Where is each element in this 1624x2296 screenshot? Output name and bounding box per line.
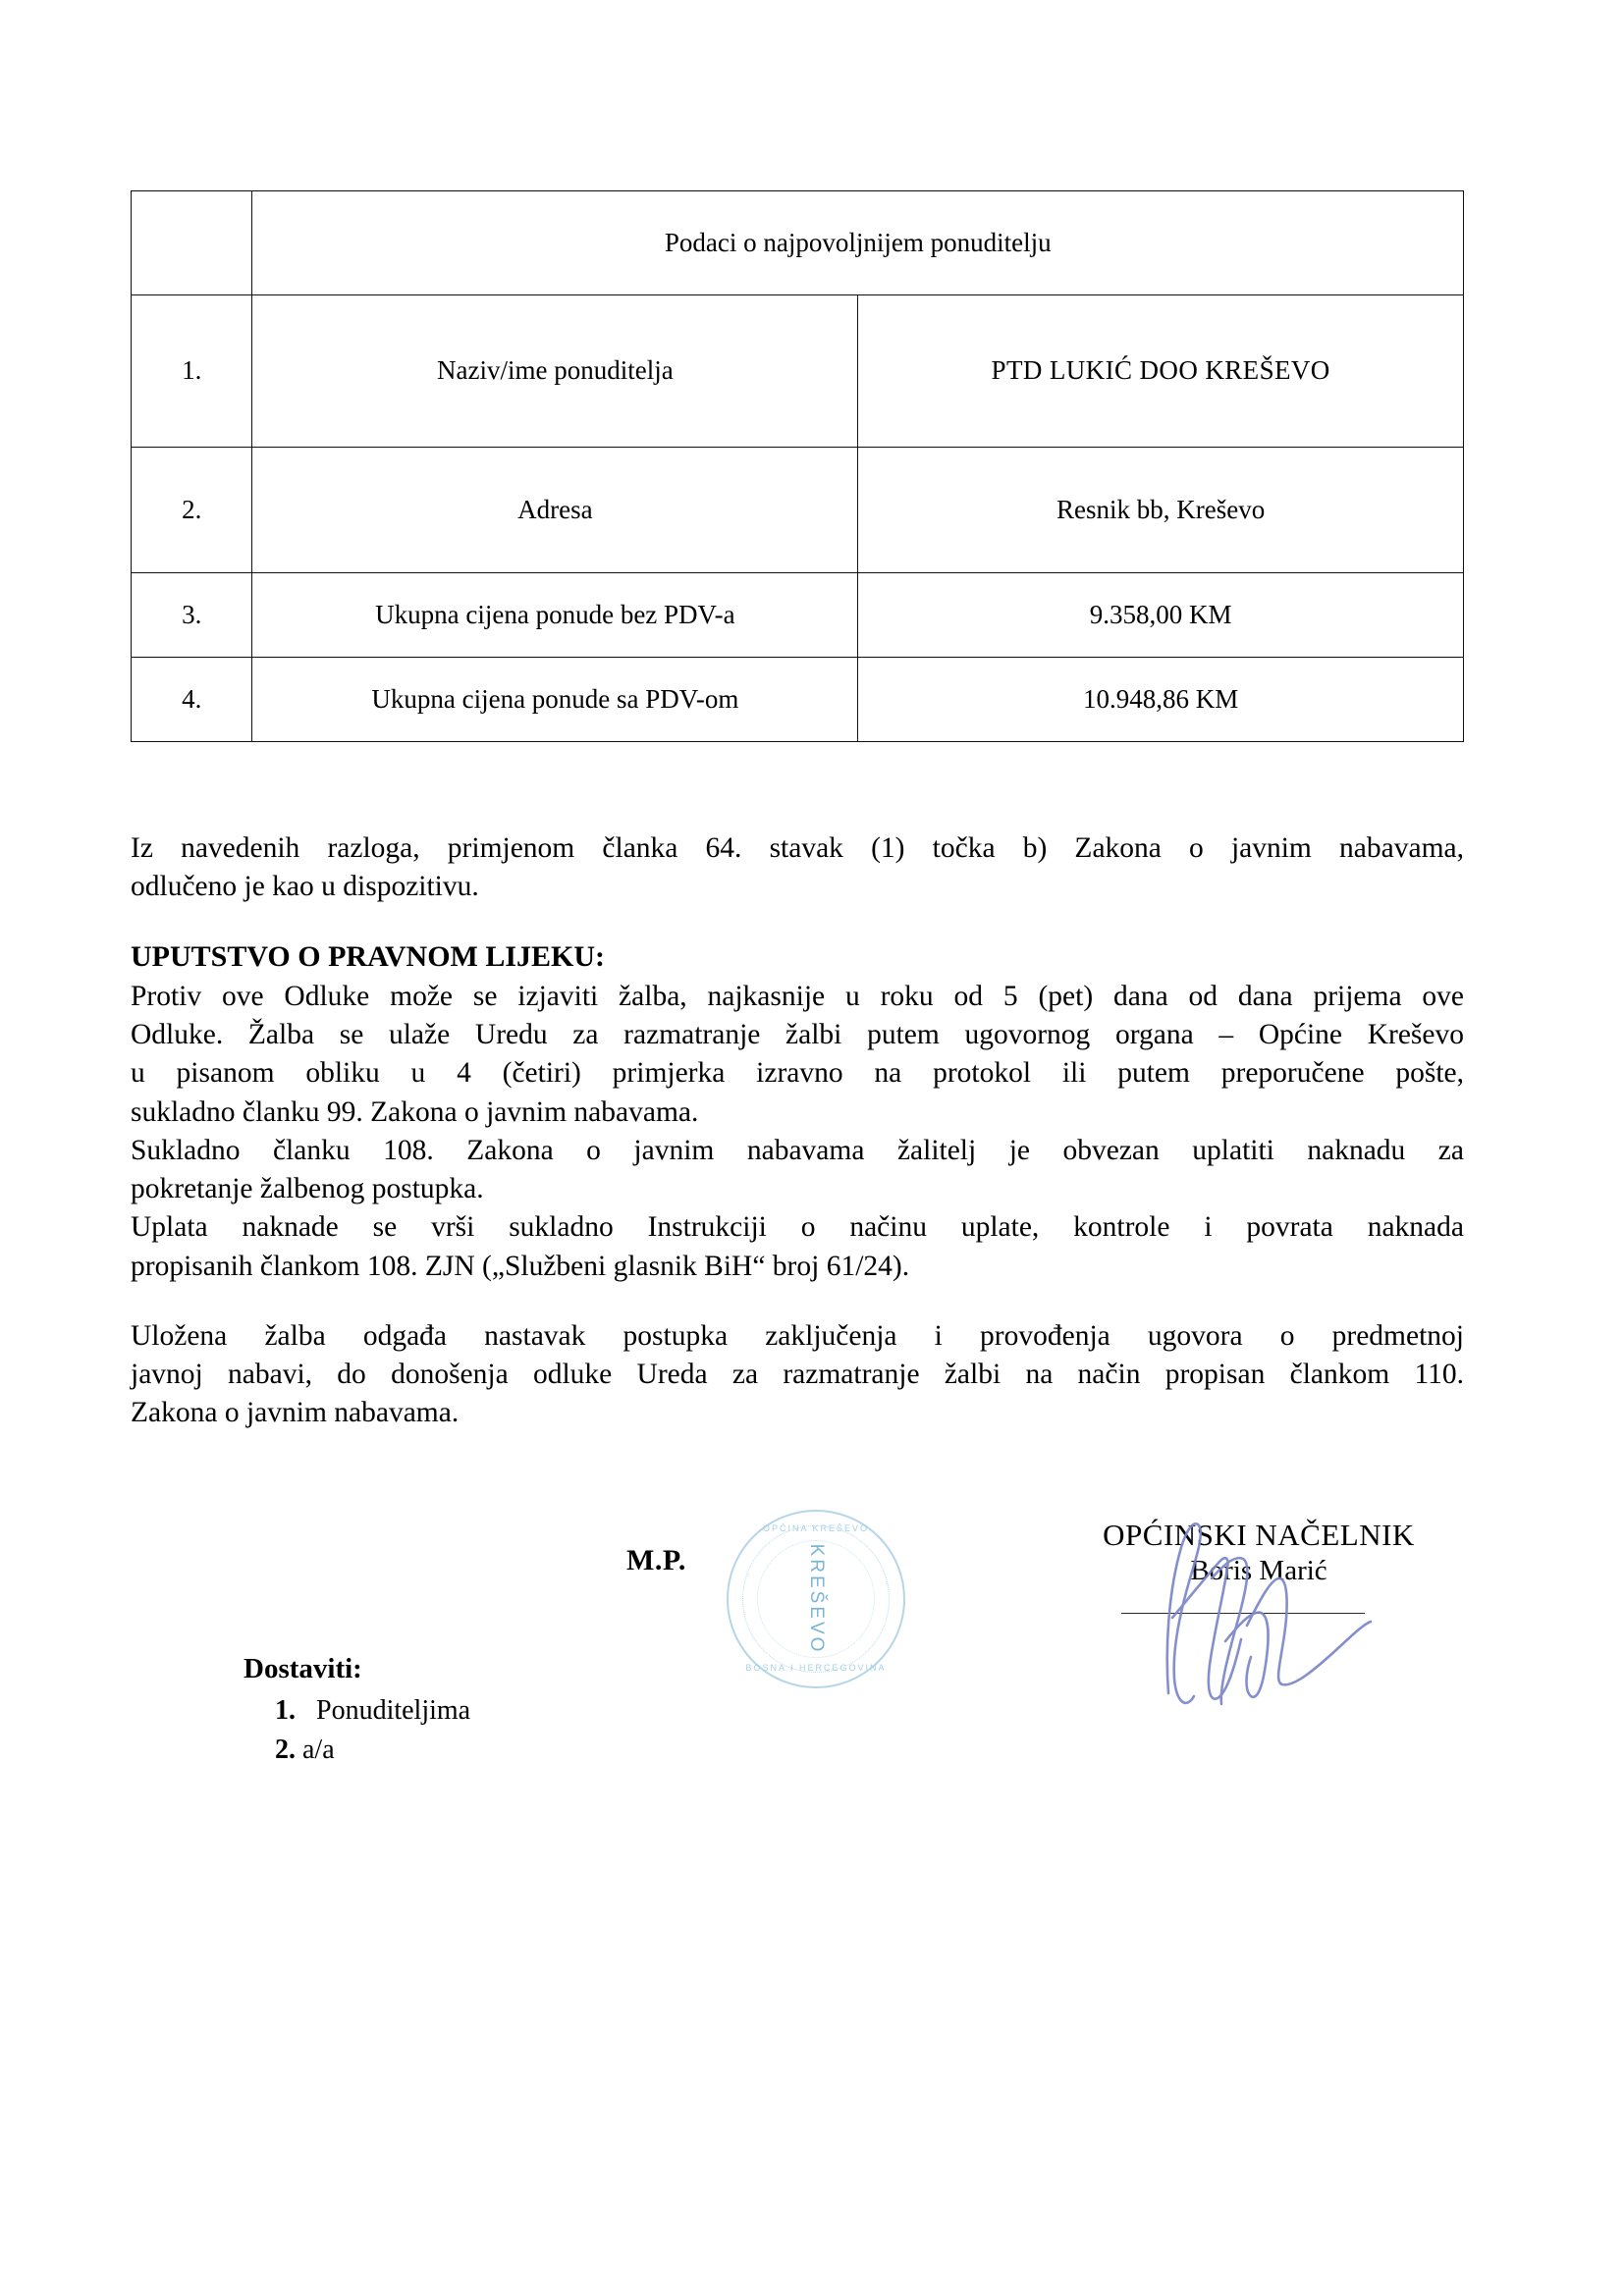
final-paragraph [131,1317,1464,1433]
signature-line [1121,1613,1365,1614]
row-number: 4. [132,658,252,742]
signature-block [1092,1518,1426,1614]
table-header-row [132,191,1464,295]
table-row [132,448,1464,573]
signatory-name: Boris Marić [1190,1555,1327,1586]
bidder-info-table [131,190,1464,742]
list-item [244,1731,470,1770]
signatory-title: OPĆINSKI NAČELNIK [1103,1518,1415,1552]
table-row [132,573,1464,658]
stamp-arc-bottom-text: BOSNA I HERCEGOVINA [745,1663,887,1673]
row-value: 10.948,86 KM [858,658,1464,742]
distribution-title: Dostaviti: [244,1653,362,1684]
list-item-number: 1. [275,1695,296,1727]
row-number: 3. [132,573,252,658]
legal-remedy-heading: UPUTSTVO O PRAVNOM LIJEKU: [131,940,606,973]
legal-remedy-paragraph [131,978,1464,1286]
paragraph-line: propisanih člankom 108. ZJN („Službeni glasnik BiH“ broj 61/24). [131,1250,910,1282]
paragraph-line: Protiv ove Odluke može se izjaviti žalba, najkasnije u roku od 5 (pet) dana od dana prijema ove [131,981,1464,1012]
row-label: Naziv/ime ponuditelja [252,295,858,448]
paragraph-line: sukladno članku 99. Zakona o javnim nabavama. [131,1095,699,1128]
list-item [244,1691,470,1731]
row-value: Resnik bb, Kreševo [858,448,1464,573]
row-number: 2. [132,448,252,573]
paragraph-line: Uplata naknade se vrši sukladno Instrukciji o načinu uplate, kontrole i povrata naknada [131,1211,1464,1244]
paragraph-line: javnoj nabavi, do donošenja odluke Ureda za razmatranje žalbi na način propisan člankom 110. [131,1359,1464,1391]
row-label: Ukupna cijena ponude sa PDV-om [252,658,858,742]
reason-paragraph [131,829,1464,906]
row-value: PTD LUKIĆ DOO KREŠEVO [858,295,1464,448]
paragraph-line: u pisanom obliku u 4 (četiri) primjerka izravno na protokol ili putem preporučene pošte, [131,1057,1464,1090]
list-item-number: 2. [275,1734,296,1765]
paragraph-line: odlučeno je kao u dispozitivu. [131,871,479,903]
mp-seal-label: M.P. [626,1544,686,1576]
stamp-center-text: KREŠEVO [806,1543,827,1655]
paragraph-line: Sukladno članku 108. Zakona o javnim nabavama žalitelj je obvezan uplatiti naknadu za [131,1134,1464,1166]
row-value: 9.358,00 KM [858,573,1464,658]
distribution-block [244,1649,470,1770]
row-number: 1. [132,295,252,448]
row-label: Ukupna cijena ponude bez PDV-a [252,573,858,658]
paragraph-line: Zakona o javnim nabavama. [131,1397,460,1429]
official-stamp-icon [727,1510,905,1688]
distribution-list [244,1691,470,1770]
list-item-text: Ponuditeljima [316,1695,471,1727]
table-header-title: Podaci o najpovoljnijem ponuditelju [252,191,1464,295]
paragraph-line: Odluke. Žalba se ulaže Uredu za razmatranje žalbi putem ugovornog organa – Općine Kreševo [131,1019,1464,1051]
paragraph-line: pokretanje žalbenog postupka. [131,1173,484,1205]
paragraph-line: Iz navedenih razloga, primjenom članka 64. stavak (1) točka b) Zakona o javnim nabavama, [131,832,1464,864]
stamp-arc-top-text: OPĆINA KREŠEVO [762,1523,870,1533]
paragraph-line: Uložena žalba odgađa nastavak postupka zaključenja i provođenja ugovora o predmetnoj [131,1320,1464,1352]
header-cell-empty [132,191,252,295]
table-row [132,295,1464,448]
row-label: Adresa [252,448,858,573]
table-row [132,658,1464,742]
list-item-text: a/a [302,1734,335,1765]
